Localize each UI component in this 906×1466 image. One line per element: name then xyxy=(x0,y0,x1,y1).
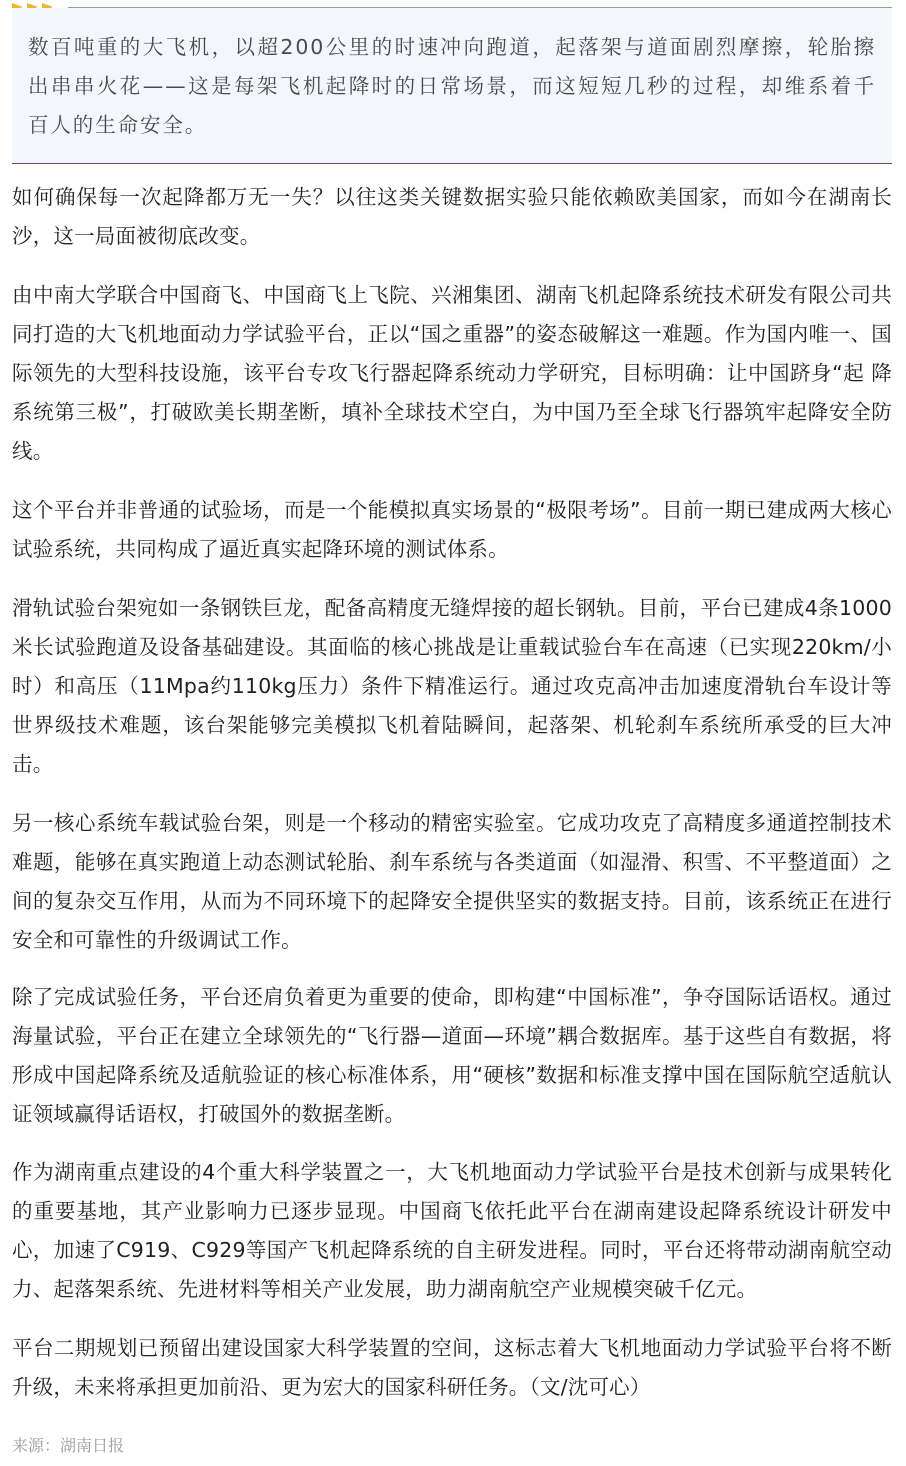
source-line: 来源：湖南日报 xyxy=(12,1436,125,1455)
body-paragraph: 另一核心系统车载试验台架，则是一个移动的精密实验室。它成功攻克了高精度多通道控制技术难题，能够在真实跑道上动态测试轮胎、刹车系统与各类道面（如湿滑、积雪、不平整道面）之间的复杂交互作用，从而为不同环境下的起降安全提供坚实的数据支持。目前，该系统正在进行安全和可靠性的升级调试工作。 xyxy=(12,811,892,952)
body-paragraph: 作为湖南重点建设的4个重大科学装置之一，大飞机地面动力学试验平台是技术创新与成果转化的重要基地，其产业影响力已逐步显现。中国商飞依托此平台在湖南建设起降系统设计研发中心，加速了C919、C929等国产飞机起降系统的自主研发进程。同时，平台还将带动湖南航空动力、起落架系统、先进材料等相关产业发展，助力湖南航空产业规模突破千亿元。 xyxy=(12,1160,892,1301)
body-paragraph: 平台二期规划已预留出建设国家大科学装置的空间，这标志着大飞机地面动力学试验平台将不断升级，未来将承担更加前沿、更为宏大的国家科研任务。（文/沈可心） xyxy=(12,1336,892,1399)
lead-paragraph: 数百吨重的大飞机，以超200公里的时速冲向跑道，起落架与道面剧烈摩擦，轮胎擦出串串火花——这是每架飞机起降时的日常场景，而这短短几秒的过程，却维系着千百人的生命安全。 xyxy=(28,35,876,137)
body-paragraph: 如何确保每一次起降都万无一失？以往这类关键数据实验只能依赖欧美国家，而如今在湖南长沙，这一局面被彻底改变。 xyxy=(12,185,892,248)
body-paragraph: 除了完成试验任务，平台还肩负着更为重要的使命，即构建“中国标准”，争夺国际话语权。通过海量试验，平台正在建立全球领先的“飞行器—道面—环境”耦合数据库。基于这些自有数据，将形成中国起降系统及适航验证的核心标准体系，用“硬核”数据和标准支撑中国在国际航空适航认证领域赢得话语权，打破国外的数据垄断。 xyxy=(12,985,892,1126)
body-paragraph: 由中南大学联合中国商飞、中国商飞上飞院、兴湘集团、湖南飞机起降系统技术研发有限公司共同打造的大飞机地面动力学试验平台，正以“国之重器”的姿态破解这一难题。作为国内唯一、国际领先的大型科技设施，该平台专攻飞行器起降系统动力学研究，目标明确：让中国跻身“起 降系统第三极”，打破欧美长期垄断，填补全球技术空白，为中国乃至全球飞行器筑牢起降安全防线。 xyxy=(12,283,892,463)
body-paragraph: 这个平台并非普通的试验场，而是一个能模拟真实场景的“极限考场”。目前一期已建成两大核心试验系统，共同构成了逼近真实起降环境的测试体系。 xyxy=(12,498,892,561)
body-paragraph: 滑轨试验台架宛如一条钢铁巨龙，配备高精度无缝焊接的超长钢轨。目前，平台已建成4条1000米长试验跑道及设备基础建设。其面临的核心挑战是让重载试验台车在高速（已实现220km/小时）和高压（11Mpa约110kg压力）条件下精准运行。通过攻克高冲击加速度滑轨台车设计等世界级技术难题，该台架能够完美模拟飞机着陆瞬间，起落架、机轮刹车系统所承受的巨大冲击。 xyxy=(12,596,892,776)
